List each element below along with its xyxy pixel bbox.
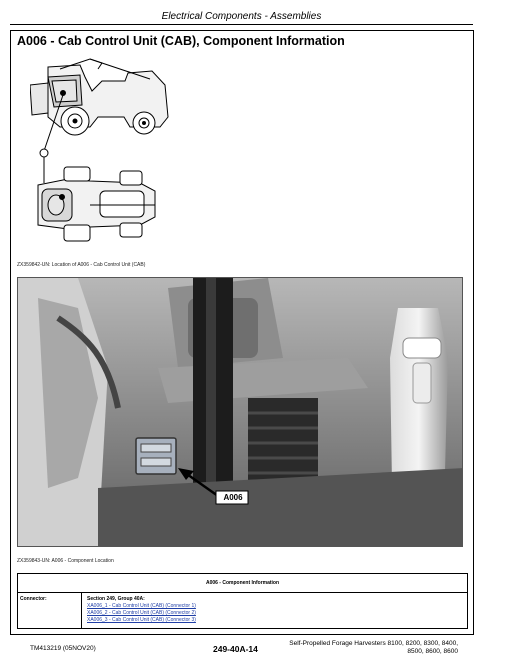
page-number: 249-40A-14 (213, 644, 258, 654)
table-row (18, 593, 467, 629)
component-info-table (17, 573, 468, 629)
location-diagram (30, 55, 190, 260)
cab-interior-illustration (18, 278, 463, 547)
document-id: TM413219 (05NOV20) (30, 645, 96, 652)
model-list (278, 640, 458, 656)
component-photo (17, 277, 463, 547)
component-title: A006 - Cab Control Unit (CAB), Component Information (17, 34, 345, 48)
page-header: Electrical Components - Assemblies (10, 10, 473, 25)
model-list-line-1: Self-Propelled Forage Harvesters 8100, 8200, 8300, 8400, (289, 640, 458, 647)
connector-link-1[interactable]: XA006_1 - Cab Control Unit (CAB) (Connector 1) (87, 603, 196, 609)
component-caption: ZX359843-UN: A006 - Component Location (17, 558, 114, 564)
connector-link-2[interactable]: XA006_2 - Cab Control Unit (CAB) (Connector 2) (87, 610, 196, 616)
photo-callout-label: A006 (223, 493, 243, 502)
connector-label: Connector: (18, 593, 82, 629)
table-heading: A006 - Component Information (18, 574, 467, 593)
section-reference: Section 249, Group 40A: (87, 596, 145, 602)
connector-link-3[interactable]: XA006_3 - Cab Control Unit (CAB) (Connector 3) (87, 617, 196, 623)
harvester-drawing (30, 55, 190, 260)
location-caption: ZX359842-UN: Location of A006 - Cab Control Unit (CAB) (17, 262, 146, 268)
model-list-line-2: 8500, 8600, 8600 (407, 648, 458, 655)
connector-values (87, 596, 196, 624)
